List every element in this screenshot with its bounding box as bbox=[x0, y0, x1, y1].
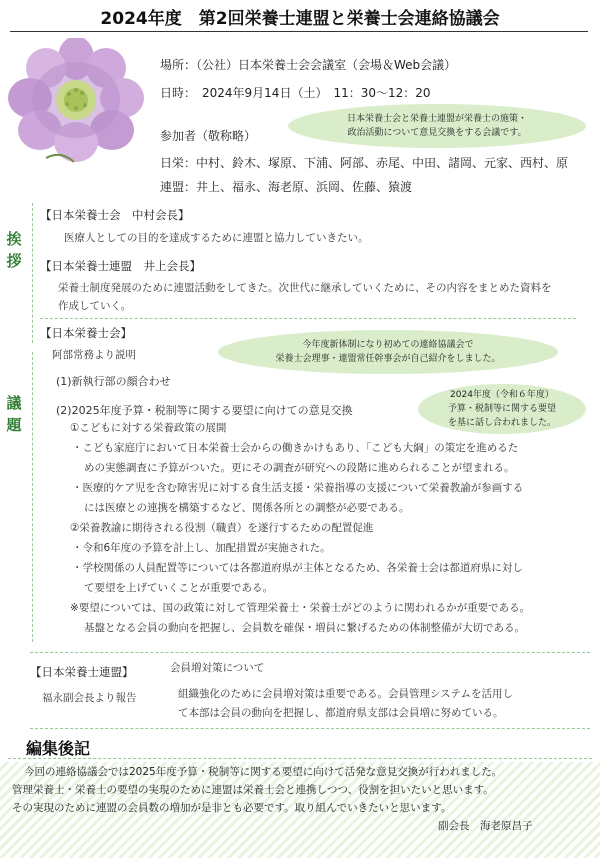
purpose-bubble-line: 日本栄養士会と栄養士連盟が栄養士の施策・ bbox=[346, 114, 527, 124]
purpose-bubble bbox=[288, 104, 586, 148]
budget-bubble-line: 予算・税制等に関する要望 bbox=[447, 404, 556, 414]
bullet-2-line2: には医療との連携を構築するなど、関係各所との調整が必要である。 bbox=[84, 502, 410, 514]
budget-bubble-line: 2024年度（令和６年度） bbox=[450, 390, 554, 400]
bullet-1-line1: ・こども家庭庁において日本栄養士会からの働きかけもあり、「こども大綱」の策定を進めるた bbox=[72, 442, 519, 454]
renmei-attendees: 連盟：井上、福永、海老原、浜岡、佐藤、猿渡 bbox=[160, 180, 413, 194]
kai-attendees: 日栄：中村、鈴木、塚原、下浦、阿部、赤尾、中田、諸岡、元家、西村、原 bbox=[160, 156, 569, 170]
renmei-heading: 【日本栄養士連盟】 bbox=[30, 665, 134, 679]
editorial-divider bbox=[8, 758, 592, 759]
bullet-2-line1: ・医療的ケア児を含む障害児に対する食生活支援・栄養指導の支援について栄養教諭が参画する bbox=[72, 482, 524, 494]
note-line1: ※要望については、国の政策に対して管理栄養士・栄養士がどのように関われるかが重要である。 bbox=[70, 602, 531, 614]
greeting-side-bar bbox=[32, 203, 33, 343]
agenda-item-2: (2)2025年度予算・税制等に関する要望に向けての意見交換 bbox=[56, 404, 353, 417]
nakamura-text: 医療人としての目的を達成するために連盟と協力していきたい。 bbox=[64, 232, 369, 244]
section-divider bbox=[40, 318, 576, 319]
note-line2: 基盤となる会員の動向を把握し、会員数を確保・増員に繋げるための体制整備が大切である。 bbox=[84, 622, 525, 634]
editorial-heading: 編集後記 bbox=[26, 739, 91, 758]
bullet-1-line2: めの実態調査に予算がついた。更にその調査が研究への段階に進められることが望まれる。 bbox=[84, 462, 515, 474]
editorial-line1: 今回の連絡協議会では2025年度予算・税制等に関する要望に向けて活発な意見交換が行われました。 bbox=[24, 766, 503, 778]
inoue-text-line1: 栄養士制度発展のために連盟活動をしてきた。次世代に継承していくために、その内容をまとめた資料を bbox=[58, 282, 552, 294]
agenda-sub-2: ②栄養教諭に期待される役割（職責）を遂行するための配置促進 bbox=[70, 522, 374, 534]
section-divider bbox=[30, 728, 590, 729]
agenda-side-label: 議 題 bbox=[6, 394, 22, 434]
editorial-line2: 管理栄養士・栄養士の要望の実現のために連盟は栄養士会と連携しつつ、役割を担いたいと思います。 bbox=[12, 784, 494, 796]
page-title: 2024年度 第2回栄養士連盟と栄養士会連絡協議会 bbox=[100, 9, 500, 29]
meeting-place: 場所：（公社）日本栄養士会会議室（会場＆Web会議） bbox=[160, 58, 457, 72]
attendees-label: 参加者（敬称略） bbox=[160, 129, 257, 143]
renmei-text-line1: 組織強化のために会員増対策は重要である。会員管理システムを活用し bbox=[178, 688, 513, 700]
renmei-text-line2: て本部は会員の動向を把握し、都道府県支部は会員増に努めている。 bbox=[178, 707, 504, 719]
new-board-bubble bbox=[218, 330, 558, 374]
renmei-reporter: 福永副会長より報告 bbox=[42, 692, 137, 704]
bullet-4-line1: ・学校関係の人員配置等については各都道府県が主体となるため、各栄養士会は都道府県に対し bbox=[72, 562, 523, 574]
agenda-sub-1: ①こどもに対する栄養政策の展開 bbox=[70, 422, 227, 434]
agenda-item-1: (1)新執行部の顔合わせ bbox=[56, 375, 171, 388]
bullet-4-line2: て要望を上げていくことが重要である。 bbox=[84, 582, 273, 594]
kai-agenda-heading: 【日本栄養士会】 bbox=[40, 326, 132, 340]
editorial-signature: 副会長 海老原昌子 bbox=[438, 820, 533, 832]
budget-bubble-line: を基に話し合われました。 bbox=[447, 418, 556, 428]
renmei-topic: 会員増対策について bbox=[170, 662, 265, 674]
budget-request-bubble bbox=[418, 384, 586, 434]
new-board-bubble-line: 栄養士会理事・連盟常任幹事会が自己紹介をしました。 bbox=[275, 354, 501, 364]
flower-image bbox=[6, 38, 146, 168]
greeting-side-label: 挨 拶 bbox=[6, 230, 22, 270]
meeting-datetime: 日時： 2024年9月14日（土） 11：30～12：20 bbox=[160, 86, 431, 100]
editorial-line3: その実現のために連盟の会員数の増加が是非とも必要です。取り組んでいきたいと思います。 bbox=[12, 802, 452, 814]
purpose-bubble-line: 政治活動について意見交換をする会議です。 bbox=[347, 128, 527, 138]
inoue-heading: 【日本栄養士連盟 井上会長】 bbox=[40, 259, 201, 273]
agenda-side-bar bbox=[32, 352, 33, 642]
inoue-text-line2: 作成していく。 bbox=[58, 300, 132, 312]
bullet-3: ・令和6年度の予算を計上し、加配措置が実施された。 bbox=[72, 542, 331, 554]
new-board-bubble-line: 今年度新体制になり初めての連絡協議会で bbox=[302, 340, 474, 350]
section-divider bbox=[30, 652, 590, 653]
nakamura-heading: 【日本栄養士会 中村会長】 bbox=[40, 208, 190, 222]
title-divider bbox=[10, 31, 588, 32]
abe-report: 阿部常務より説明 bbox=[52, 349, 136, 361]
